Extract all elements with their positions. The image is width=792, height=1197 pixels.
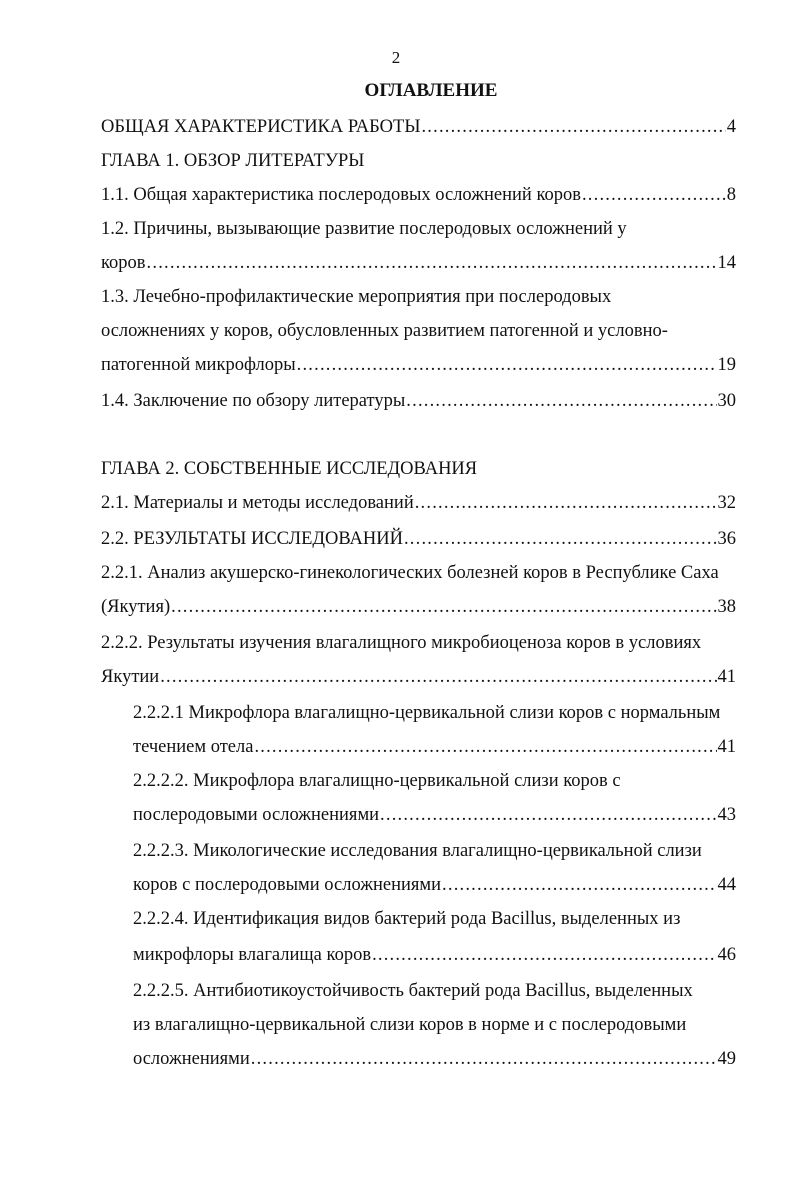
toc-page-number: 4 xyxy=(726,117,736,137)
toc-entry-2-2-2-5[interactable] xyxy=(133,978,736,1004)
toc-entry-text: 1.3. Лечебно-профилактические мероприятия при послеродовых xyxy=(101,287,612,307)
toc-entry-text: 2.2.2.2. Микрофлора влагалищно-цервикальной слизи коров с xyxy=(133,771,621,791)
toc-entry-general[interactable] xyxy=(101,114,736,140)
toc-entry-text: 1.2. Причины, вызывающие развитие послеродовых осложнений у xyxy=(101,219,627,239)
toc-entry-text: осложнениями xyxy=(133,1049,250,1069)
toc-entry-text: течением отела xyxy=(133,737,254,757)
toc-page-number: 8 xyxy=(726,185,736,205)
toc-entry-2-2-2-5-cont[interactable] xyxy=(133,1012,736,1038)
toc-entry-text: 2.1. Материалы и методы исследований xyxy=(101,493,414,513)
toc-entry-1-3-cont2[interactable] xyxy=(101,352,736,378)
toc-entry-2-1[interactable] xyxy=(101,490,736,516)
toc-entry-1-2-cont[interactable] xyxy=(101,250,736,276)
toc-chapter-1[interactable] xyxy=(101,148,736,174)
toc-entry-text: 2.2.1. Анализ акушерско-гинекологических болезней коров в Республике Саха xyxy=(101,563,719,583)
toc-entry-text: Якутии xyxy=(101,667,160,687)
toc-entry-text: ГЛАВА 1. ОБЗОР ЛИТЕРАТУРЫ xyxy=(101,151,365,171)
toc-entry-2-2-2-cont[interactable] xyxy=(101,664,736,690)
toc-entry-text: патогенной микрофлоры xyxy=(101,355,296,375)
toc-entry-text: ОБЩАЯ ХАРАКТЕРИСТИКА РАБОТЫ xyxy=(101,117,421,137)
toc-entry-1-4[interactable] xyxy=(101,388,736,414)
toc-entry-2-2-1[interactable] xyxy=(101,560,736,586)
toc-entry-text: осложнениях у коров, обусловленных развитием патогенной и условно- xyxy=(101,321,668,341)
toc-page-number: 32 xyxy=(717,493,736,513)
toc-entry-1-3[interactable] xyxy=(101,284,736,310)
toc-entry-2-2-2-4[interactable] xyxy=(133,906,736,932)
toc-leader xyxy=(442,872,716,898)
toc-leader xyxy=(582,182,726,208)
toc-page-number: 44 xyxy=(717,875,736,895)
toc-entry-2-2-2-3[interactable] xyxy=(133,838,736,864)
toc-entry-2-2-2-5-cont2[interactable] xyxy=(133,1046,736,1072)
toc-entry-2-2-2-1[interactable] xyxy=(133,700,736,726)
toc-entry-text: ГЛАВА 2. СОБСТВЕННЫЕ ИССЛЕДОВАНИЯ xyxy=(101,459,478,479)
toc-leader xyxy=(254,734,716,760)
toc-page-number: 38 xyxy=(717,597,736,617)
toc-entry-2-2-2-4-cont[interactable] xyxy=(133,942,736,968)
toc-page-number: 49 xyxy=(717,1049,736,1069)
toc-leader xyxy=(415,490,717,516)
toc-entry-2-2[interactable] xyxy=(101,526,736,552)
toc-entry-text: 1.1. Общая характеристика послеродовых осложнений коров xyxy=(101,185,581,205)
toc-entry-1-2[interactable] xyxy=(101,216,736,242)
toc-page-number: 41 xyxy=(717,737,736,757)
toc-entry-text: из влагалищно-цервикальной слизи коров в норме и с послеродовыми xyxy=(133,1015,687,1035)
toc-chapter-2[interactable] xyxy=(101,456,736,482)
toc-leader xyxy=(406,388,716,414)
toc-page-number: 14 xyxy=(717,253,736,273)
toc-page-number: 46 xyxy=(717,945,736,965)
toc-entry-text: (Якутия) xyxy=(101,597,171,617)
toc-leader xyxy=(160,664,716,690)
toc-page-number: 19 xyxy=(717,355,736,375)
toc-entry-1-1[interactable] xyxy=(101,182,736,208)
toc-leader xyxy=(404,526,717,552)
toc-page-number: 43 xyxy=(717,805,736,825)
toc-entry-text: 2.2.2.1 Микрофлора влагалищно-цервикальной слизи коров с нормальным xyxy=(133,703,721,723)
toc-entry-1-3-cont[interactable] xyxy=(101,318,736,344)
toc-leader xyxy=(147,250,717,276)
toc-page-number: 30 xyxy=(717,391,736,411)
toc-entry-text: коров с послеродовыми осложнениями xyxy=(133,875,442,895)
toc-page-number: 41 xyxy=(717,667,736,687)
toc-entry-text: 2.2.2.5. Антибиотикоустойчивость бактерий рода Bacillus, выделенных xyxy=(133,981,693,1001)
toc-entry-text: коров xyxy=(101,253,146,273)
toc-title: ОГЛАВЛЕНИЕ xyxy=(364,80,498,101)
toc-entry-text: 1.4. Заключение по обзору литературы xyxy=(101,391,406,411)
toc-leader xyxy=(171,594,716,620)
toc-leader xyxy=(380,802,716,828)
toc-entry-text: 2.2.2.3. Микологические исследования влагалищно-цервикальной слизи xyxy=(133,841,702,861)
toc-entry-text: 2.2. РЕЗУЛЬТАТЫ ИССЛЕДОВАНИЙ xyxy=(101,529,403,549)
page-number: 2 xyxy=(391,48,401,67)
toc-entry-text: микрофлоры влагалища коров xyxy=(133,945,372,965)
toc-page-number: 36 xyxy=(717,529,736,549)
toc-leader xyxy=(297,352,717,378)
toc-entry-2-2-1-cont[interactable] xyxy=(101,594,736,620)
toc-entry-text: 2.2.2.4. Идентификация видов бактерий рода Bacillus, выделенных из xyxy=(133,909,681,929)
toc-entry-2-2-2-1-cont[interactable] xyxy=(133,734,736,760)
toc-leader xyxy=(251,1046,717,1072)
toc-leader xyxy=(421,114,725,140)
toc-leader xyxy=(372,942,716,968)
toc-entry-text: 2.2.2. Результаты изучения влагалищного микробиоценоза коров в условиях xyxy=(101,633,702,653)
toc-entry-text: послеродовыми осложнениями xyxy=(133,805,380,825)
toc-entry-2-2-2-3-cont[interactable] xyxy=(133,872,736,898)
toc-entry-2-2-2[interactable] xyxy=(101,630,736,656)
toc-entry-2-2-2-2[interactable] xyxy=(133,768,736,794)
toc-entry-2-2-2-2-cont[interactable] xyxy=(133,802,736,828)
